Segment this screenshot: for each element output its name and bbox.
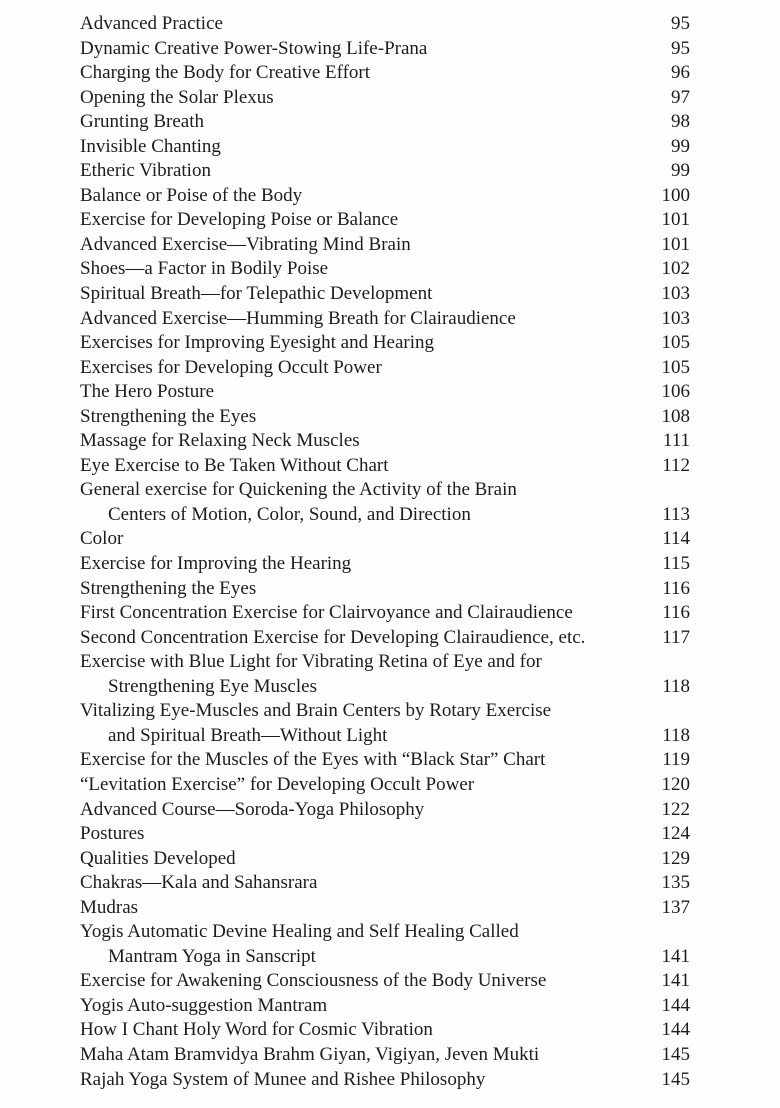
toc-entry-title: Rajah Yoga System of Munee and Rishee Philosophy: [80, 1068, 486, 1090]
toc-entry: [80, 184, 690, 209]
toc-entry-title: Eye Exercise to Be Taken Without Chart: [80, 454, 389, 476]
toc-entry-title: Chakras—Kala and Sahansrara: [80, 872, 318, 894]
toc-entry: [80, 994, 690, 1019]
toc-entry-title: Invisible Chanting: [80, 135, 221, 157]
toc-entry: [80, 527, 690, 552]
toc-entry-line: [80, 331, 690, 356]
toc-entry-page-number: 101: [661, 209, 690, 231]
toc-entry-title: Exercise with Blue Light for Vibrating Retina of Eye and for: [80, 651, 542, 673]
toc-entry: [80, 380, 690, 405]
toc-entry-title: Advanced Exercise—Vibrating Mind Brain: [80, 233, 411, 255]
toc-entry-title: Strengthening the Eyes: [80, 405, 257, 427]
toc-entry-title: Exercises for Improving Eyesight and Hearing: [80, 332, 435, 354]
toc-entry-page-number: 144: [661, 1019, 690, 1041]
toc-entry: [80, 110, 690, 135]
toc-entry-line: [80, 699, 690, 724]
toc-entry-title: “Levitation Exercise” for Developing Occult Power: [80, 773, 475, 795]
toc-entry: [80, 822, 690, 847]
toc-entry-title: The Hero Posture: [80, 381, 215, 403]
toc-entry-line: [80, 257, 690, 282]
toc-entry-title: Yogis Auto-suggestion Mantram: [80, 994, 328, 1016]
toc-entry-title: Postures: [80, 823, 145, 845]
toc-entry-title: First Concentration Exercise for Clairvoyance and Clairaudience: [80, 602, 573, 624]
toc-entry-title: Exercise for Developing Poise or Balance: [80, 209, 399, 231]
toc-entry: [80, 773, 690, 798]
toc-entry-page-number: 98: [671, 111, 690, 133]
toc-entry-line: [80, 159, 690, 184]
toc-entry-title: Dynamic Creative Power-Stowing Life-Prana: [80, 37, 428, 59]
toc-entry: [80, 356, 690, 381]
toc-entry-title: Exercise for the Muscles of the Eyes with “Black Star” Chart: [80, 749, 546, 771]
toc-entry-page-number: 105: [661, 356, 690, 378]
toc-entry-page-number: 129: [661, 847, 690, 869]
toc-entry-page-number: 141: [661, 970, 690, 992]
toc-entry-title: Advanced Course—Soroda-Yoga Philosophy: [80, 798, 425, 820]
toc-entry-title: and Spiritual Breath—Without Light: [108, 724, 388, 746]
toc-entry-title: Qualities Developed: [80, 847, 236, 869]
toc-entry: [80, 331, 690, 356]
toc-entry-page-number: 137: [661, 896, 690, 918]
toc-entry: [80, 920, 690, 969]
toc-entry: [80, 1043, 690, 1068]
toc-entry-page-number: 97: [671, 86, 690, 108]
toc-entry: [80, 552, 690, 577]
toc-entry-title: Centers of Motion, Color, Sound, and Direction: [108, 503, 471, 525]
toc-entry: [80, 61, 690, 86]
toc-entry: [80, 282, 690, 307]
toc-entry-line: [80, 233, 690, 258]
toc-entry-title: Mantram Yoga in Sanscript: [108, 945, 316, 967]
toc-entry-line: [80, 110, 690, 135]
toc-entry-title: Advanced Exercise—Humming Breath for Clairaudience: [80, 307, 516, 329]
toc-entry-page-number: 118: [662, 675, 690, 697]
toc-entry-page-number: 112: [662, 454, 690, 476]
toc-entry: [80, 86, 690, 111]
toc-entry-line: [80, 184, 690, 209]
toc-entry-line: [80, 527, 690, 552]
toc-entry-line: [80, 896, 690, 921]
toc-entry-page-number: 144: [661, 994, 690, 1016]
toc-entry-title: Etheric Vibration: [80, 160, 211, 182]
toc-entry-title: Exercise for Improving the Hearing: [80, 553, 352, 575]
toc-entry-page-number: 96: [671, 62, 690, 84]
toc-entry: [80, 896, 690, 921]
toc-entry: [80, 699, 690, 748]
toc-entry-title: Massage for Relaxing Neck Muscles: [80, 430, 360, 452]
toc-entry-title: Grunting Breath: [80, 111, 205, 133]
toc-entry-title: Spiritual Breath—for Telepathic Development: [80, 283, 433, 305]
toc-entry-line: [80, 380, 690, 405]
toc-entry-line: [80, 86, 690, 111]
toc-entry-page-number: 135: [661, 872, 690, 894]
toc-entry-title: Mudras: [80, 896, 139, 918]
toc-entry: [80, 871, 690, 896]
toc-entry-line: [80, 773, 690, 798]
toc-entry-line: [80, 748, 690, 773]
toc-entry-page-number: 102: [661, 258, 690, 280]
toc-entry-line: [80, 1068, 690, 1093]
toc-entry: [80, 159, 690, 184]
toc-entry-line: [80, 601, 690, 626]
toc-entry-page-number: 116: [662, 602, 690, 624]
toc-entry-title: Advanced Practice: [80, 13, 223, 34]
toc-entry-line: [80, 307, 690, 332]
toc-entry-line: [80, 61, 690, 86]
toc-entry-page-number: 100: [661, 184, 690, 206]
toc-entry: [80, 601, 690, 626]
toc-entry-line: [80, 1018, 690, 1043]
toc-entry-title: Maha Atam Bramvidya Brahm Giyan, Vigiyan, Jeven Mukti: [80, 1043, 540, 1065]
toc-entry-line: [80, 724, 690, 749]
toc-entry-page-number: 116: [662, 577, 690, 599]
toc-entry-page-number: 101: [661, 233, 690, 255]
toc-entry-line: [80, 798, 690, 823]
toc-entry-line: [80, 503, 690, 528]
toc-entry-title: Exercises for Developing Occult Power: [80, 356, 382, 378]
toc-entry: [80, 208, 690, 233]
toc-entry-page-number: 95: [671, 13, 690, 34]
toc-entry-line: [80, 356, 690, 381]
toc-entry: [80, 37, 690, 62]
toc-entry: [80, 257, 690, 282]
toc-entry: [80, 577, 690, 602]
toc-entry-page-number: 120: [661, 773, 690, 795]
toc-entry-title: Opening the Solar Plexus: [80, 86, 274, 108]
toc-entry-line: [80, 626, 690, 651]
toc-entry: [80, 847, 690, 872]
toc-entry-line: [80, 1043, 690, 1068]
toc-entry-title: Shoes—a Factor in Bodily Poise: [80, 258, 329, 280]
toc-entry-line: [80, 135, 690, 160]
toc-entry: [80, 626, 690, 651]
toc-entry-line: [80, 37, 690, 62]
toc-entry: [80, 429, 690, 454]
toc-entry-line: [80, 969, 690, 994]
toc-entry-page-number: 103: [661, 307, 690, 329]
toc-entry-line: [80, 847, 690, 872]
toc-entry: [80, 478, 690, 527]
toc-entry-title: Yogis Automatic Devine Healing and Self Healing Called: [80, 921, 519, 943]
toc-entry-line: [80, 994, 690, 1019]
toc-entry-line: [80, 945, 690, 970]
toc-entry: [80, 307, 690, 332]
toc-entry-title: Color: [80, 528, 124, 550]
toc-list: [80, 12, 690, 1092]
toc-entry-page-number: 124: [661, 823, 690, 845]
toc-entry-line: [80, 429, 690, 454]
toc-entry-title: Strengthening the Eyes: [80, 577, 257, 599]
toc-entry-title: Charging the Body for Creative Effort: [80, 62, 371, 84]
toc-entry-line: [80, 650, 690, 675]
toc-entry: [80, 969, 690, 994]
toc-entry-page-number: 111: [662, 430, 690, 452]
toc-entry-title: Strengthening Eye Muscles: [108, 675, 317, 697]
toc-entry-title: Second Concentration Exercise for Developing Clairaudience, etc.: [80, 626, 586, 648]
toc-entry-title: Exercise for Awakening Consciousness of the Body Universe: [80, 970, 547, 992]
toc-entry-line: [80, 478, 690, 503]
toc-entry-line: [80, 577, 690, 602]
toc-entry-page-number: 115: [662, 553, 690, 575]
toc-entry-page-number: 119: [662, 749, 690, 771]
toc-entry-line: [80, 552, 690, 577]
toc-entry-page-number: 118: [662, 724, 690, 746]
toc-entry-page-number: 145: [661, 1043, 690, 1065]
toc-entry-page-number: 106: [661, 381, 690, 403]
toc-entry-line: [80, 282, 690, 307]
toc-entry: [80, 12, 690, 37]
toc-entry: [80, 798, 690, 823]
toc-entry: [80, 454, 690, 479]
toc-entry-line: [80, 871, 690, 896]
toc-entry-page-number: 95: [671, 37, 690, 59]
toc-entry-line: [80, 675, 690, 700]
toc-entry-page-number: 108: [661, 405, 690, 427]
toc-entry: [80, 233, 690, 258]
toc-entry-page-number: 141: [661, 945, 690, 967]
toc-entry: [80, 135, 690, 160]
toc-entry-title: General exercise for Quickening the Activity of the Brain: [80, 479, 517, 501]
toc-entry-title: Balance or Poise of the Body: [80, 184, 303, 206]
toc-entry-line: [80, 12, 690, 37]
toc-entry-page-number: 113: [662, 503, 690, 525]
toc-entry-page-number: 117: [662, 626, 690, 648]
toc-entry: [80, 1018, 690, 1043]
toc-entry-page-number: 103: [661, 283, 690, 305]
toc-entry-page-number: 99: [671, 135, 690, 157]
toc-entry: [80, 748, 690, 773]
toc-entry-line: [80, 208, 690, 233]
toc-entry-page-number: 122: [661, 798, 690, 820]
toc-entry: [80, 405, 690, 430]
toc-entry: [80, 1068, 690, 1093]
toc-entry-page-number: 105: [661, 332, 690, 354]
toc-entry-line: [80, 822, 690, 847]
toc-entry-page-number: 114: [662, 528, 690, 550]
toc-entry-line: [80, 920, 690, 945]
toc-entry-title: Vitalizing Eye-Muscles and Brain Centers by Rotary Exercise: [80, 700, 552, 722]
toc-entry-title: How I Chant Holy Word for Cosmic Vibration: [80, 1019, 433, 1041]
toc-entry-line: [80, 405, 690, 430]
toc-entry-page-number: 99: [671, 160, 690, 182]
toc-entry: [80, 650, 690, 699]
toc-entry-line: [80, 454, 690, 479]
toc-entry-page-number: 145: [661, 1068, 690, 1090]
